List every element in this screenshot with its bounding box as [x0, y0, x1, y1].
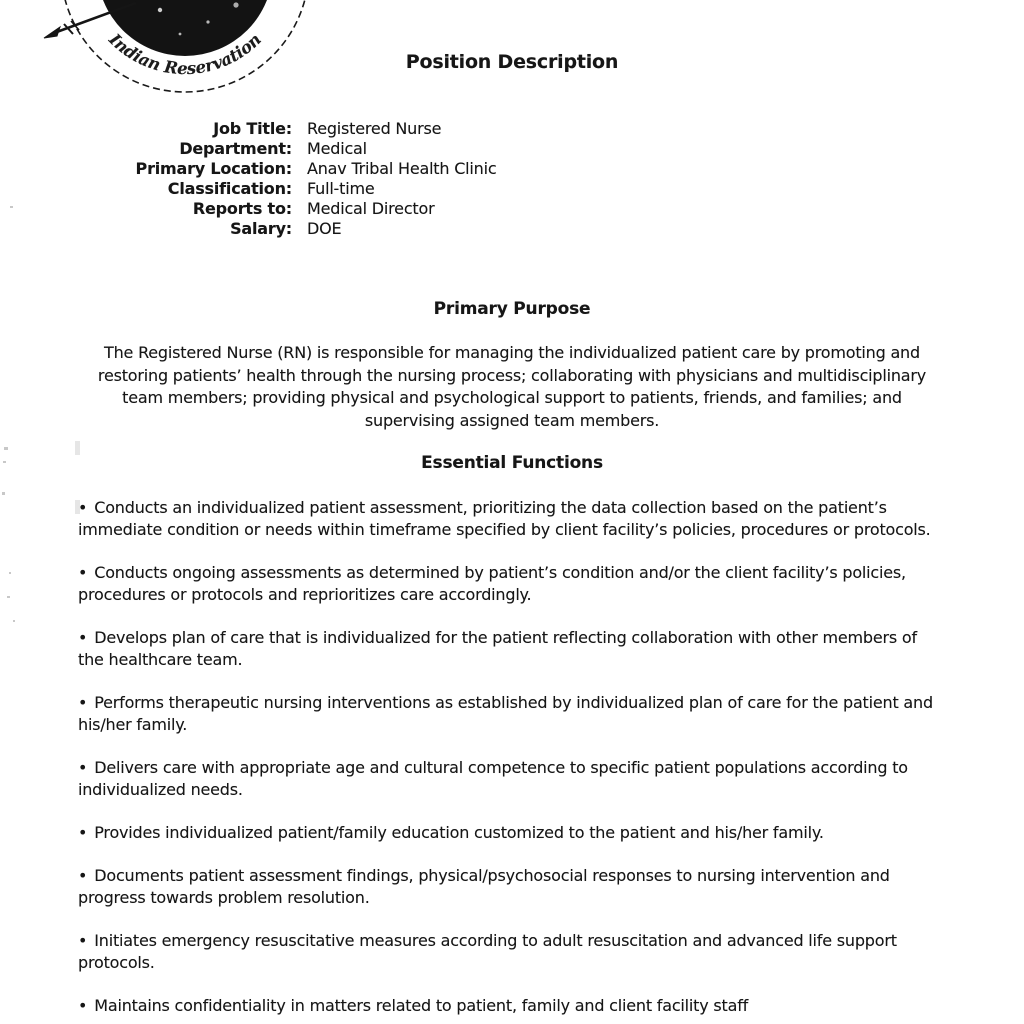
job-field-row: [128, 179, 946, 199]
essential-function-item: [78, 930, 946, 974]
job-field-row: [128, 139, 946, 159]
essential-function-item: [78, 692, 946, 736]
essential-function-item: [78, 757, 946, 801]
essential-function-item: [78, 627, 946, 671]
essential-function-item: [78, 562, 946, 606]
essential-function-text: Performs therapeutic nursing interventions as established by individualized plan of care for the patient and his/her family.: [78, 693, 933, 734]
job-field-value: Full-time: [307, 179, 375, 198]
job-field-row: [128, 159, 946, 179]
essential-function-item: [78, 865, 946, 909]
job-field-value: Anav Tribal Health Clinic: [307, 159, 497, 178]
scan-artifact: [3, 461, 6, 463]
essential-function-item: [78, 822, 946, 844]
job-field-label: Primary Location:: [135, 159, 292, 178]
essential-function-text: Initiates emergency resuscitative measures according to adult resuscitation and advanced life support protocols.: [78, 931, 897, 972]
job-field-row: [128, 199, 946, 219]
essential-function-text: Provides individualized patient/family education customized to the patient and his/her family.: [94, 823, 824, 842]
scan-artifact: [75, 500, 80, 514]
essential-function-text: Documents patient assessment findings, physical/psychosocial responses to nursing intervention and progress towards problem resolution.: [78, 866, 890, 907]
job-field-value: Medical: [307, 139, 367, 158]
document-content: [0, 52, 1024, 1017]
primary-purpose-heading: Primary Purpose: [433, 299, 591, 319]
essential-function-text: Conducts ongoing assessments as determined by patient’s condition and/or the client facility’s policies, procedures or protocols and reprioritizes care accordingly.: [78, 563, 906, 604]
scan-artifact: [75, 441, 80, 455]
job-summary-block: [128, 119, 946, 239]
bullet-glyph: •: [78, 931, 88, 950]
bullet-glyph: •: [78, 693, 88, 712]
scan-artifact: [2, 492, 5, 495]
job-field-row: [128, 219, 946, 239]
essential-function-text: Delivers care with appropriate age and cultural competence to specific patient populations according to individualized needs.: [78, 758, 908, 799]
essential-function-item: [78, 995, 946, 1017]
scan-artifact: [13, 620, 15, 622]
job-field-value: Medical Director: [307, 199, 435, 218]
job-field-label: Job Title:: [213, 119, 292, 138]
primary-purpose-paragraph: The Registered Nurse (RN) is responsible for managing the individualized patient care by promoting and restoring patients’ health through the nursing process; collaborating with physicians and multidisciplinary team members; providing physical and psychological support to patients, friends, and families; and supervising assigned team members.: [97, 343, 927, 430]
scan-artifact: [9, 572, 11, 574]
job-field-label: Salary:: [230, 219, 292, 238]
job-field-value: Registered Nurse: [307, 119, 442, 138]
job-field-label: Department:: [179, 139, 292, 158]
bullet-glyph: •: [78, 563, 88, 582]
essential-functions-list: [78, 497, 946, 1017]
tribal-seal-logo: [40, 0, 320, 95]
essential-function-text: Conducts an individualized patient assessment, prioritizing the data collection based on the patient’s immediate condition or needs within timeframe specified by client facility’s policies, procedures or protocols.: [78, 498, 931, 539]
essential-functions-heading: Essential Functions: [421, 453, 603, 473]
scan-artifact: [7, 596, 10, 598]
bullet-glyph: •: [78, 996, 88, 1015]
scan-artifact: [4, 447, 8, 450]
job-field-label: Reports to:: [192, 199, 292, 218]
job-field-label: Classification:: [167, 179, 292, 198]
bullet-glyph: •: [78, 823, 88, 842]
bullet-glyph: •: [78, 758, 88, 777]
job-field-value: DOE: [307, 219, 342, 238]
bullet-glyph: •: [78, 498, 88, 517]
essential-function-text: Develops plan of care that is individualized for the patient reflecting collaboration with other members of the healthcare team.: [78, 628, 917, 669]
essential-function-item: [78, 497, 946, 541]
seal-banner-text: Indian Reservation: [105, 29, 265, 79]
bullet-glyph: •: [78, 866, 88, 885]
scan-artifact: [10, 206, 13, 208]
page-title: Position Description: [405, 51, 619, 73]
bullet-glyph: •: [78, 628, 88, 647]
job-field-row: [128, 119, 946, 139]
essential-function-text: Maintains confidentiality in matters related to patient, family and client facility staff: [94, 996, 749, 1015]
